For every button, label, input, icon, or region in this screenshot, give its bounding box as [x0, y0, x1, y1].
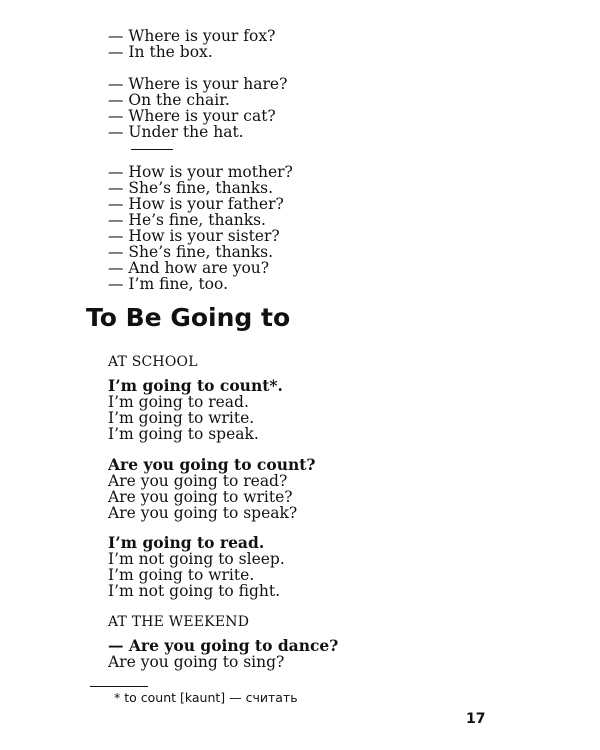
- dialog-2-line: — Under the hat.: [108, 123, 244, 141]
- dialog-3-line: — He’s fine, thanks.: [108, 211, 266, 229]
- section-title-at-the-weekend: AT THE WEEKEND: [108, 614, 250, 630]
- dialog-3-line: — I’m fine, too.: [108, 275, 228, 293]
- section-divider: [131, 149, 173, 150]
- chapter-heading: To Be Going to: [86, 303, 291, 332]
- stanza-2-line: Are you going to speak?: [108, 504, 298, 522]
- stanza-1-line: I’m going to count*.: [108, 376, 283, 395]
- dialog-1-line: — Where is your fox?: [108, 27, 276, 45]
- stanza-1-line: I’m going to speak.: [108, 425, 259, 443]
- stanza-3-line: I’m going to write.: [108, 566, 255, 584]
- stanza-3-line: I’m not going to sleep.: [108, 550, 285, 568]
- dialog-3-line: — And how are you?: [108, 259, 270, 277]
- stanza-2-line: Are you going to read?: [108, 472, 288, 490]
- dialog-2-line: — Where is your hare?: [108, 75, 288, 93]
- page-number: 17: [466, 711, 486, 727]
- stanza-2-line: Are you going to count?: [108, 455, 316, 474]
- weekend-line: Are you going to sing?: [108, 653, 285, 671]
- dialog-1-line: — In the box.: [108, 43, 213, 61]
- section-title-at-school: AT SCHOOL: [108, 354, 198, 370]
- dialog-2-line: — Where is your cat?: [108, 107, 276, 125]
- dialog-3-line: — How is your father?: [108, 195, 284, 213]
- dialog-3-line: — She’s fine, thanks.: [108, 243, 274, 261]
- dialog-3-line: — How is your sister?: [108, 227, 280, 245]
- dialog-2-line: — On the chair.: [108, 91, 230, 109]
- stanza-2-line: Are you going to write?: [108, 488, 293, 506]
- dialog-3-line: — How is your mother?: [108, 163, 293, 181]
- stanza-1-line: I’m going to read.: [108, 393, 249, 411]
- stanza-1-line: I’m going to write.: [108, 409, 255, 427]
- stanza-3-line: I’m not going to fight.: [108, 582, 281, 600]
- footnote-rule: [90, 686, 148, 687]
- stanza-3-line: I’m going to read.: [108, 533, 265, 552]
- dialog-3-line: — She’s fine, thanks.: [108, 179, 274, 197]
- footnote: * to count [kaunt] — считать: [114, 690, 298, 705]
- weekend-line: — Are you going to dance?: [108, 636, 339, 655]
